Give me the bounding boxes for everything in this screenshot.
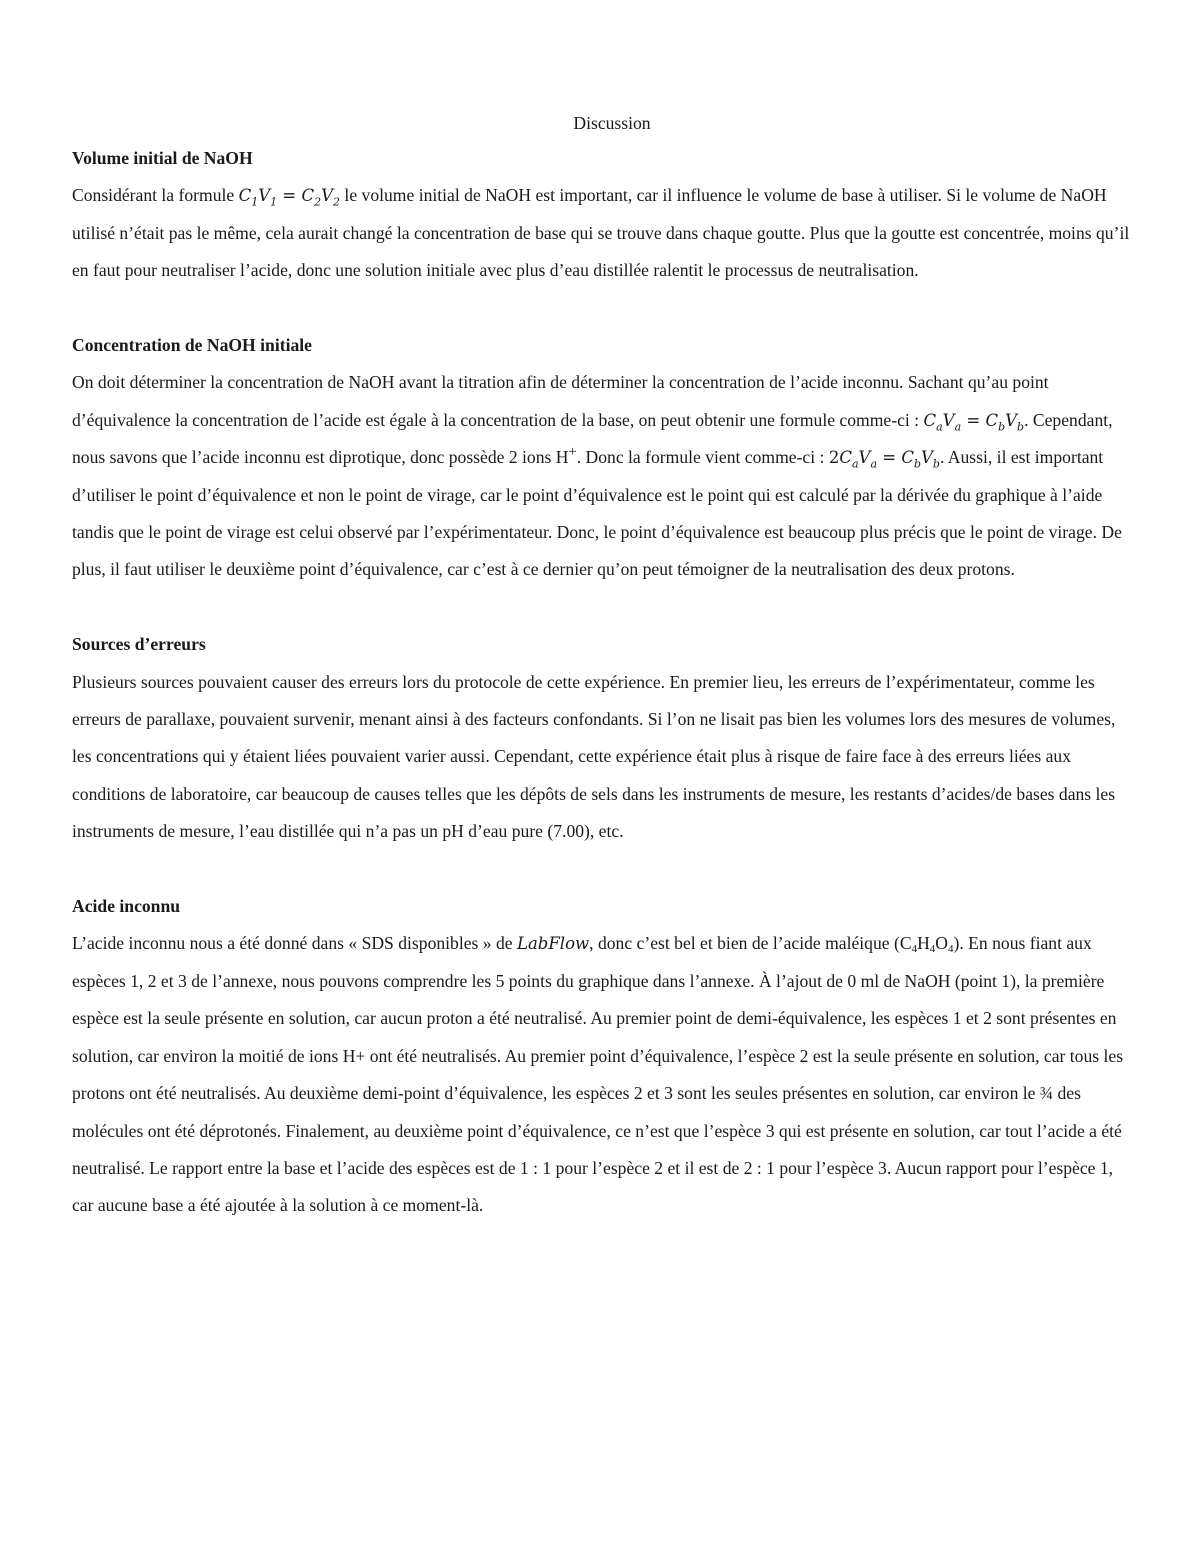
section-heading-volume: Volume initial de NaOH — [72, 148, 253, 168]
text: . Aussi, il est important d’utiliser le point d’équivalence et non le point de virage, car le point d’équivalence est le point qui est calculé par la dérivée du graphique à l’aide tandis que le point de virage est celui observé par l’expérimentateur. Donc, le point d’équivalence est beaucoup plus précis que le point de virage. De plus, il faut utiliser le deuxième point d’équivalence, car c’est à ce dernier qu’on peut témoigner de la neutralisation des deux protons. — [72, 447, 1122, 580]
text: On doit déterminer la concentration de NaOH avant la titration afin de déterminer la concentration de l’acide inconnu. Sachant qu’au point d’équivalence la concentration de l’acide est égale à la concentration de la base, on peut obtenir une formule comme-ci : — [72, 372, 1049, 430]
paragraph-errors: Plusieurs sources pouvaient causer des erreurs lors du protocole de cette expérience. En premier lieu, les erreurs de l’expérimentateur, comme les erreurs de parallaxe, pouvaient survenir, menant ainsi à des facteurs confondants. Si l’on ne lisait pas bien les volumes lors des mesures de volumes, les concentrations qui y étaient liées pouvaient varier aussi. Cependant, cette expérience était plus à risque de faire face à des erreurs liées aux conditions de laboratoire, car beaucoup de causes telles que les dépôts de sels dans les instruments de mesure, les restants d’acides/de bases dans les instruments de mesure, l’eau distillée qui n’a pas un pH d’eau pure (7.00), etc. — [72, 671, 1116, 842]
labflow-name: LabFlow — [517, 934, 590, 954]
section-heading-concentration: Concentration de NaOH initiale — [72, 335, 312, 356]
text: L’acide inconnu nous a été donné dans « SDS disponibles » de — [72, 933, 517, 954]
formula-c1v1-c2v2: $C_1V_1 = C_2V_2$ — [238, 186, 341, 209]
paragraph-volume — [72, 177, 1132, 289]
text: . Cependant, nous savons que l’acide inconnu est diprotique, donc possède 2 ions H — [72, 409, 1113, 468]
section-heading-errors: Sources d’erreurs — [72, 634, 206, 655]
paragraph-concentration — [72, 364, 1132, 588]
text: ). En nous fiant aux espèces 1, 2 et 3 de l’annexe, nous pouvons comprendre les 5 points du graphique dans l’annexe. À l’ajout de 0 ml de NaOH (point 1), la première espèce est la seule présente en solution, car aucun proton a été neutralisé. Au premier point de demi-équivalence, les espèces 1 et 2 sont présentes en solution, car environ la moitié de ions H+ ont été neutralisés. Au premier point d’équivalence, l’espèce 2 est la seule présente en solution, car tous les protons ont été neutralisés. Au deuxième demi-point d’équivalence, les espèces 2 et 3 sont les seules présentes en solution, car environ le ¾ des molécules ont été déprotonés. Finalement, au deuxième point d’équivalence, ce n’est que l’espèce 3 qui est présente en solution, car tout l’acide a été neutralisé. Le rapport entre la base et l’acide des espèces est de 1 : 1 pour l’espèce 2 et il est de 2 : 1 pour l’espèce 3. Aucun rapport pour l’espèce 1, car aucune base a été ajoutée à la solution à ce moment-là. — [72, 933, 1124, 1216]
formula-cava-cbvb: $C_aV_a = C_bV_b$ — [923, 410, 1025, 434]
text: Considérant la formule — [72, 185, 239, 206]
text: . Donc la formule vient comme-ci : — [576, 447, 829, 468]
text: le volume initial de NaOH est important, car il influence le volume de base à utiliser. Si le volume de NaOH utilisé n’était pas le même, cela aurait changé la concentration de base qui se trouve dans chaque goutte. Plus que la goutte est concentrée, moins qu’il en faut pour neutraliser l’acide, donc une solution initiale avec plus d’eau distillée ralentit le processus de neutralisation. — [72, 185, 1130, 281]
document-page — [72, 106, 1132, 1225]
paragraph-unknown-acid: L’acide inconnu nous a été donné dans « SDS disponibles » de LabFlow, donc c’est bel et bien de l’acide maléique $(C_4H_4O_4)$. En nous fiant aux espèces 1, 2 et 3 de l’annexe, nous pouvons comprendre les 5 points du graphique dans l’annexe. À l’ajout de 0 ml de NaOH (point 1), la première espèce est la seule présente en solution, car aucun proton a été neutralisé. Au premier point de demi-équivalence, les espèces 1 et 2 sont présentes en solution, car environ la moitié de ions H+ ont été neutralisés. Au premier point d’équivalence, l’espèce 2 est la seule présente en solution, car tous les protons ont été neutralisés. Au deuxième demi-point d’équivalence, les espèces 2 et 3 sont les seules présentes en solution, car environ le ¾ des molécules ont été déprotonés. Finalement, au deuxième point d’équivalence, ce n’est que l’espèce 3 qui est présente en solution, car tout l’acide a été neutralisé. Le rapport entre la base et l’acide des espèces est de 1 : 1 pour l’espèce 2 et il est de 2 : 1 pour l’espèce 3. Aucun rapport pour l’espèce 1, car aucune base a été ajoutée à la solution à ce moment-là. — [72, 933, 1124, 1216]
text: , donc c’est bel et bien de l’acide maléique (C — [589, 933, 912, 954]
superscript-plus: + — [568, 444, 577, 461]
section-heading-unknown-acid: Acide inconnu — [72, 896, 181, 917]
page-title: Discussion — [573, 113, 651, 133]
formula-2cava-cbvb: $2C_aV_a = C_bV_b$ — [828, 448, 940, 471]
